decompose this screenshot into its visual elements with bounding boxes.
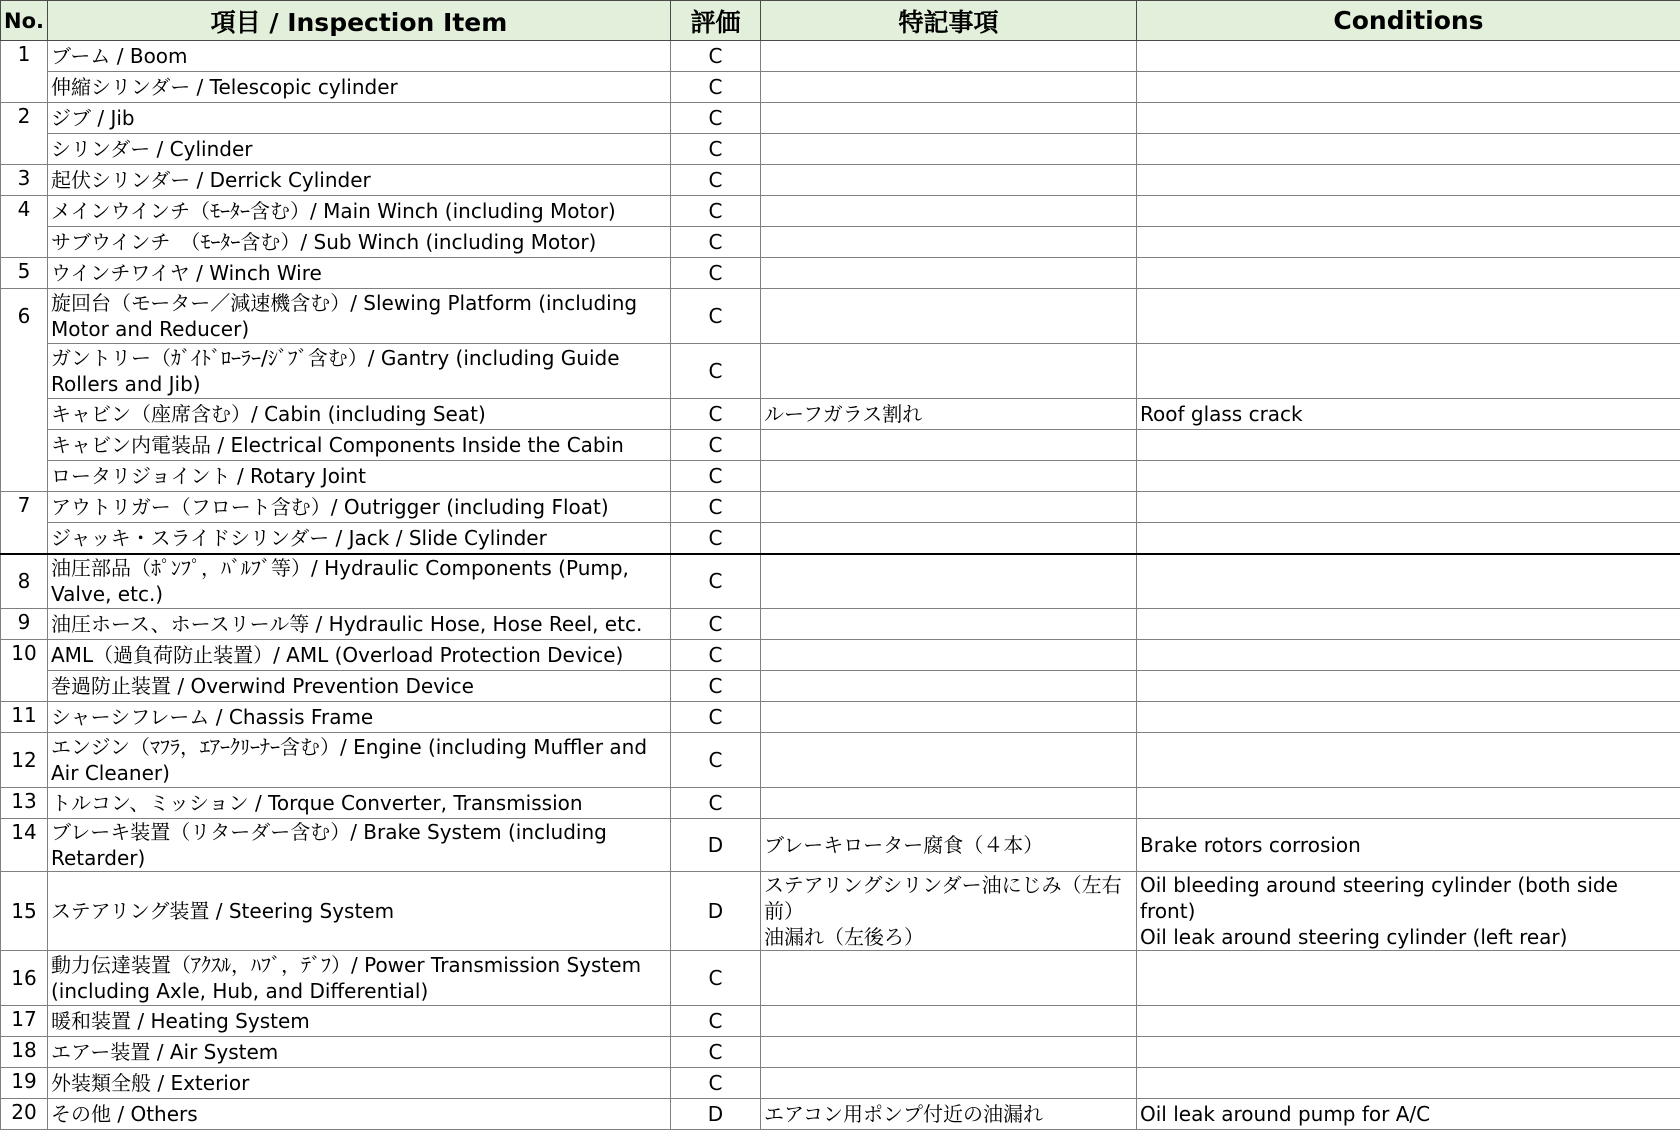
row-number: 19 bbox=[1, 1068, 48, 1099]
notes-cell bbox=[761, 72, 1137, 103]
inspection-item: トルコン、ミッション / Torque Converter, Transmission bbox=[48, 788, 671, 819]
notes-cell bbox=[761, 344, 1137, 399]
notes-cell bbox=[761, 134, 1137, 165]
inspection-item: 旋回台（モーター／減速機含む）/ Slewing Platform (including Motor and Reducer) bbox=[48, 289, 671, 344]
inspection-item: 起伏シリンダー / Derrick Cylinder bbox=[48, 165, 671, 196]
grade-cell: C bbox=[671, 702, 761, 733]
conditions-cell bbox=[1137, 196, 1680, 227]
grade-cell: C bbox=[671, 227, 761, 258]
grade-cell: C bbox=[671, 344, 761, 399]
notes-cell bbox=[761, 430, 1137, 461]
conditions-cell bbox=[1137, 492, 1680, 523]
grade-cell: C bbox=[671, 134, 761, 165]
notes-cell bbox=[761, 227, 1137, 258]
conditions-cell bbox=[1137, 733, 1680, 788]
conditions-cell bbox=[1137, 344, 1680, 399]
inspection-item: エンジン（ﾏﾌﾗ，ｴｱｰｸﾘｰﾅｰ含む）/ Engine (including Muffler and Air Cleaner) bbox=[48, 733, 671, 788]
row-number: 17 bbox=[1, 1006, 48, 1037]
inspection-item: ブレーキ装置（リターダー含む）/ Brake System (including Retarder) bbox=[48, 819, 671, 872]
inspection-item: 巻過防止装置 / Overwind Prevention Device bbox=[48, 671, 671, 702]
table-row bbox=[1, 609, 1680, 640]
notes-cell bbox=[761, 258, 1137, 289]
grade-cell: C bbox=[671, 430, 761, 461]
notes-cell bbox=[761, 788, 1137, 819]
notes-cell bbox=[761, 492, 1137, 523]
grade-cell: C bbox=[671, 258, 761, 289]
inspection-item: ジブ / Jib bbox=[48, 103, 671, 134]
inspection-item: ウインチワイヤ / Winch Wire bbox=[48, 258, 671, 289]
table-row bbox=[1, 951, 1680, 1006]
table-row bbox=[1, 554, 1680, 609]
notes-cell bbox=[761, 609, 1137, 640]
grade-cell: C bbox=[671, 103, 761, 134]
table-row bbox=[1, 430, 1680, 461]
grade-cell: C bbox=[671, 1068, 761, 1099]
inspection-item: 外装類全般 / Exterior bbox=[48, 1068, 671, 1099]
table-row bbox=[1, 41, 1680, 72]
grade-cell: C bbox=[671, 461, 761, 492]
notes-cell bbox=[761, 461, 1137, 492]
row-number: 15 bbox=[1, 872, 48, 951]
conditions-cell bbox=[1137, 554, 1680, 609]
notes-cell bbox=[761, 702, 1137, 733]
grade-cell: C bbox=[671, 671, 761, 702]
table-row bbox=[1, 258, 1680, 289]
grade-cell: C bbox=[671, 72, 761, 103]
inspection-item: サブウインチ （ﾓｰﾀｰ含む）/ Sub Winch (including Motor) bbox=[48, 227, 671, 258]
row-number: 1 bbox=[1, 41, 48, 103]
table-row bbox=[1, 788, 1680, 819]
row-number: 13 bbox=[1, 788, 48, 819]
grade-cell: C bbox=[671, 399, 761, 430]
table-row bbox=[1, 134, 1680, 165]
inspection-item: キャビン内電装品 / Electrical Components Inside the Cabin bbox=[48, 430, 671, 461]
conditions-cell bbox=[1137, 671, 1680, 702]
row-number: 20 bbox=[1, 1099, 48, 1130]
conditions-cell bbox=[1137, 640, 1680, 671]
inspection-item: 伸縮シリンダー / Telescopic cylinder bbox=[48, 72, 671, 103]
notes-cell bbox=[761, 1006, 1137, 1037]
notes-cell bbox=[761, 733, 1137, 788]
header-conditions: Conditions bbox=[1137, 1, 1680, 41]
inspection-item: ジャッキ・スライドシリンダー / Jack / Slide Cylinder bbox=[48, 523, 671, 554]
grade-cell: C bbox=[671, 492, 761, 523]
row-number: 9 bbox=[1, 609, 48, 640]
notes-cell: ブレーキローター腐食（４本） bbox=[761, 819, 1137, 872]
inspection-item: シリンダー / Cylinder bbox=[48, 134, 671, 165]
conditions-cell bbox=[1137, 103, 1680, 134]
grade-cell: C bbox=[671, 523, 761, 554]
grade-cell: C bbox=[671, 788, 761, 819]
conditions-cell bbox=[1137, 1037, 1680, 1068]
header-row bbox=[1, 1, 1680, 41]
notes-cell bbox=[761, 951, 1137, 1006]
grade-cell: C bbox=[671, 41, 761, 72]
row-number: 11 bbox=[1, 702, 48, 733]
inspection-item: 油圧部品（ﾎﾟﾝﾌﾟ，ﾊﾞﾙﾌﾞ等）/ Hydraulic Components (Pump, Valve, etc.) bbox=[48, 554, 671, 609]
notes-cell bbox=[761, 165, 1137, 196]
inspection-item: シャーシフレーム / Chassis Frame bbox=[48, 702, 671, 733]
table-row bbox=[1, 872, 1680, 951]
table-row bbox=[1, 461, 1680, 492]
inspection-item: ステアリング装置 / Steering System bbox=[48, 872, 671, 951]
row-number: 3 bbox=[1, 165, 48, 196]
conditions-cell: Roof glass crack bbox=[1137, 399, 1680, 430]
inspection-item: アウトリガー（フロート含む）/ Outrigger (including Float) bbox=[48, 492, 671, 523]
grade-cell: C bbox=[671, 196, 761, 227]
row-number: 18 bbox=[1, 1037, 48, 1068]
notes-cell: エアコン用ポンプ付近の油漏れ bbox=[761, 1099, 1137, 1130]
table-row bbox=[1, 165, 1680, 196]
table-row bbox=[1, 702, 1680, 733]
inspection-item: キャビン（座席含む）/ Cabin (including Seat) bbox=[48, 399, 671, 430]
notes-cell bbox=[761, 289, 1137, 344]
notes-cell bbox=[761, 196, 1137, 227]
notes-cell bbox=[761, 523, 1137, 554]
grade-cell: D bbox=[671, 872, 761, 951]
inspection-item: メインウインチ（ﾓｰﾀｰ含む）/ Main Winch (including Motor) bbox=[48, 196, 671, 227]
notes-cell bbox=[761, 1037, 1137, 1068]
row-number: 4 bbox=[1, 196, 48, 258]
conditions-cell: Oil leak around pump for A/C bbox=[1137, 1099, 1680, 1130]
conditions-cell: Brake rotors corrosion bbox=[1137, 819, 1680, 872]
inspection-item: その他 / Others bbox=[48, 1099, 671, 1130]
grade-cell: D bbox=[671, 1099, 761, 1130]
row-number: 8 bbox=[1, 554, 48, 609]
conditions-cell bbox=[1137, 702, 1680, 733]
inspection-item: AML（過負荷防止装置）/ AML (Overload Protection Device) bbox=[48, 640, 671, 671]
header-no: No. bbox=[1, 1, 48, 41]
row-number: 16 bbox=[1, 951, 48, 1006]
conditions-cell bbox=[1137, 788, 1680, 819]
header-grade: 評価 bbox=[671, 1, 761, 41]
row-number: 10 bbox=[1, 640, 48, 702]
table-row bbox=[1, 1006, 1680, 1037]
inspection-item: 油圧ホース、ホースリール等 / Hydraulic Hose, Hose Reel, etc. bbox=[48, 609, 671, 640]
conditions-cell bbox=[1137, 951, 1680, 1006]
grade-cell: C bbox=[671, 640, 761, 671]
grade-cell: C bbox=[671, 289, 761, 344]
conditions-cell bbox=[1137, 523, 1680, 554]
grade-cell: D bbox=[671, 819, 761, 872]
row-number: 2 bbox=[1, 103, 48, 165]
conditions-cell bbox=[1137, 258, 1680, 289]
notes-cell bbox=[761, 103, 1137, 134]
inspection-item: ブーム / Boom bbox=[48, 41, 671, 72]
row-number: 12 bbox=[1, 733, 48, 788]
header-notes: 特記事項 bbox=[761, 1, 1137, 41]
table-row bbox=[1, 819, 1680, 872]
conditions-cell bbox=[1137, 165, 1680, 196]
inspection-item: エアー装置 / Air System bbox=[48, 1037, 671, 1068]
row-number: 6 bbox=[1, 289, 48, 492]
grade-cell: C bbox=[671, 1006, 761, 1037]
conditions-cell bbox=[1137, 134, 1680, 165]
row-number: 5 bbox=[1, 258, 48, 289]
table-row bbox=[1, 733, 1680, 788]
grade-cell: C bbox=[671, 554, 761, 609]
table-row bbox=[1, 196, 1680, 227]
inspection-item: ロータリジョイント / Rotary Joint bbox=[48, 461, 671, 492]
conditions-cell bbox=[1137, 430, 1680, 461]
table-row bbox=[1, 640, 1680, 671]
notes-cell bbox=[761, 1068, 1137, 1099]
row-number: 7 bbox=[1, 492, 48, 554]
notes-cell bbox=[761, 41, 1137, 72]
conditions-cell bbox=[1137, 227, 1680, 258]
grade-cell: C bbox=[671, 1037, 761, 1068]
conditions-cell bbox=[1137, 289, 1680, 344]
notes-cell bbox=[761, 640, 1137, 671]
conditions-cell: Oil bleeding around steering cylinder (both side front) Oil leak around steering cylinder (left rear) bbox=[1137, 872, 1680, 951]
conditions-cell bbox=[1137, 1006, 1680, 1037]
table-row bbox=[1, 523, 1680, 554]
grade-cell: C bbox=[671, 165, 761, 196]
table-row bbox=[1, 227, 1680, 258]
table-row bbox=[1, 344, 1680, 399]
grade-cell: C bbox=[671, 609, 761, 640]
inspection-item: ガントリー（ｶﾞｲﾄﾞﾛｰﾗｰ/ｼﾞﾌﾞ含む）/ Gantry (including Guide Rollers and Jib) bbox=[48, 344, 671, 399]
conditions-cell bbox=[1137, 461, 1680, 492]
table-row bbox=[1, 1068, 1680, 1099]
inspection-item: 動力伝達装置（ｱｸｽﾙ，ﾊﾌﾞ，ﾃﾞﾌ）/ Power Transmission System (including Axle, Hub, and Differential) bbox=[48, 951, 671, 1006]
header-inspection-item: 項目 / Inspection Item bbox=[48, 1, 671, 41]
notes-cell bbox=[761, 554, 1137, 609]
table-row bbox=[1, 72, 1680, 103]
table-row bbox=[1, 1037, 1680, 1068]
table-row bbox=[1, 289, 1680, 344]
grade-cell: C bbox=[671, 733, 761, 788]
table-row bbox=[1, 399, 1680, 430]
conditions-cell bbox=[1137, 41, 1680, 72]
notes-cell bbox=[761, 671, 1137, 702]
table-row bbox=[1, 1099, 1680, 1130]
table-row bbox=[1, 671, 1680, 702]
conditions-cell bbox=[1137, 72, 1680, 103]
notes-cell: ルーフガラス割れ bbox=[761, 399, 1137, 430]
inspection-item: 暖和装置 / Heating System bbox=[48, 1006, 671, 1037]
row-number: 14 bbox=[1, 819, 48, 872]
grade-cell: C bbox=[671, 951, 761, 1006]
conditions-cell bbox=[1137, 1068, 1680, 1099]
table-row bbox=[1, 103, 1680, 134]
table-row bbox=[1, 492, 1680, 523]
conditions-cell bbox=[1137, 609, 1680, 640]
notes-cell: ステアリングシリンダー油にじみ（左右前） 油漏れ（左後ろ） bbox=[761, 872, 1137, 951]
